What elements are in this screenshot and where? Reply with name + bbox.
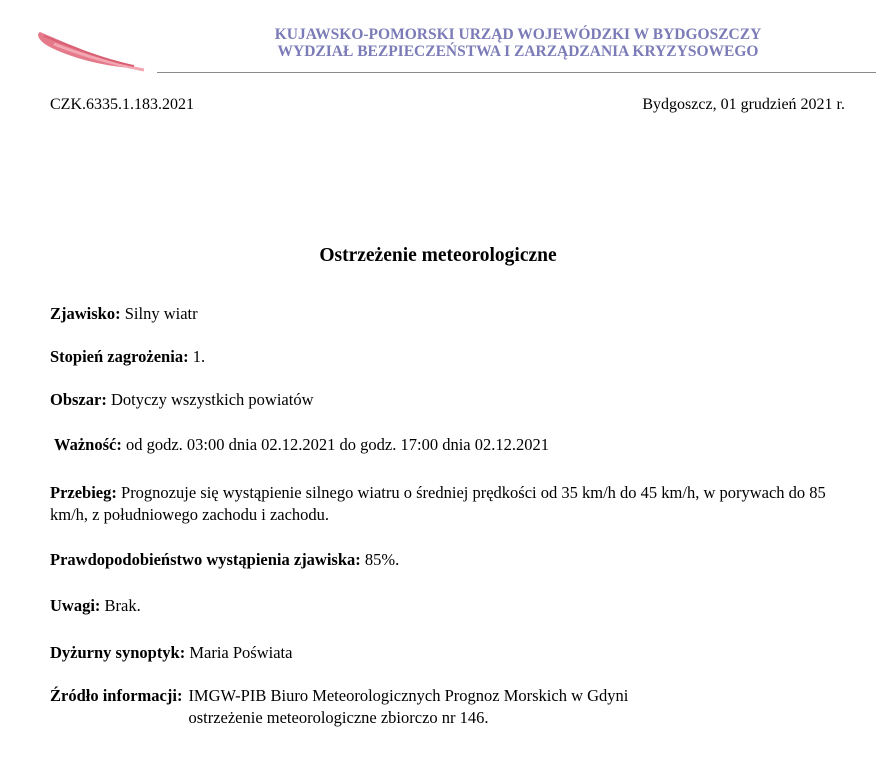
field-label: Źródło informacji: (50, 686, 183, 705)
field-value: Maria Poświata (189, 643, 293, 662)
header-line-1: KUJAWSKO-POMORSKI URZĄD WOJEWÓDZKI W BYDGOSZCZY (274, 26, 762, 43)
reference-number: CZK.6335.1.183.2021 (50, 96, 194, 113)
field-label: Uwagi: (50, 596, 101, 615)
field-remarks (50, 595, 141, 617)
field-course (50, 482, 840, 526)
field-forecaster (50, 642, 292, 664)
field-phenomenon (50, 303, 198, 325)
field-label: Przebieg: (50, 483, 117, 502)
source-line-2: ostrzeżenie meteorologiczne zbiorczo nr 146. (188, 708, 489, 727)
source-line-1: IMGW-PIB Biuro Meteorologicznych Prognoz Morskich w Gdyni (188, 686, 629, 705)
header-divider (157, 72, 876, 73)
field-label: Zjawisko: (50, 304, 121, 323)
field-value: 85%. (364, 550, 400, 569)
field-value: Prognozuje się wystąpienie silnego wiatru o średniej prędkości od 35 km/h do 45 km/h, w porywach do 85 km/h, z południowego zachodu i zachodu. (50, 483, 826, 524)
header (160, 26, 876, 60)
field-area (50, 389, 314, 411)
field-value: od godz. 03:00 dnia 02.12.2021 do godz. 17:00 dnia 02.12.2021 (125, 435, 549, 454)
field-label: Prawdopodobieństwo wystąpienia zjawiska: (50, 550, 361, 569)
field-label: Stopień zagrożenia: (50, 347, 189, 366)
field-probability (50, 549, 399, 571)
header-line-2: WYDZIAŁ BEZPIECZEŃSTWA I ZARZĄDZANIA KRYZYSOWEGO (277, 43, 759, 60)
field-label: Ważność: (54, 435, 122, 454)
field-source (50, 685, 628, 729)
field-value: Silny wiatr (124, 304, 198, 323)
field-level (50, 346, 205, 368)
field-label: Obszar: (50, 390, 107, 409)
field-value: 1. (192, 347, 206, 366)
page-title: Ostrzeżenie meteorologiczne (319, 245, 557, 266)
source-value (188, 685, 628, 729)
field-validity (54, 434, 549, 456)
field-value: Brak. (104, 596, 141, 615)
field-label: Dyżurny synoptyk: (50, 643, 186, 662)
logo-icon (34, 22, 148, 76)
document-date: Bydgoszcz, 01 grudzień 2021 r. (642, 96, 845, 113)
field-value: Dotyczy wszystkich powiatów (110, 390, 314, 409)
